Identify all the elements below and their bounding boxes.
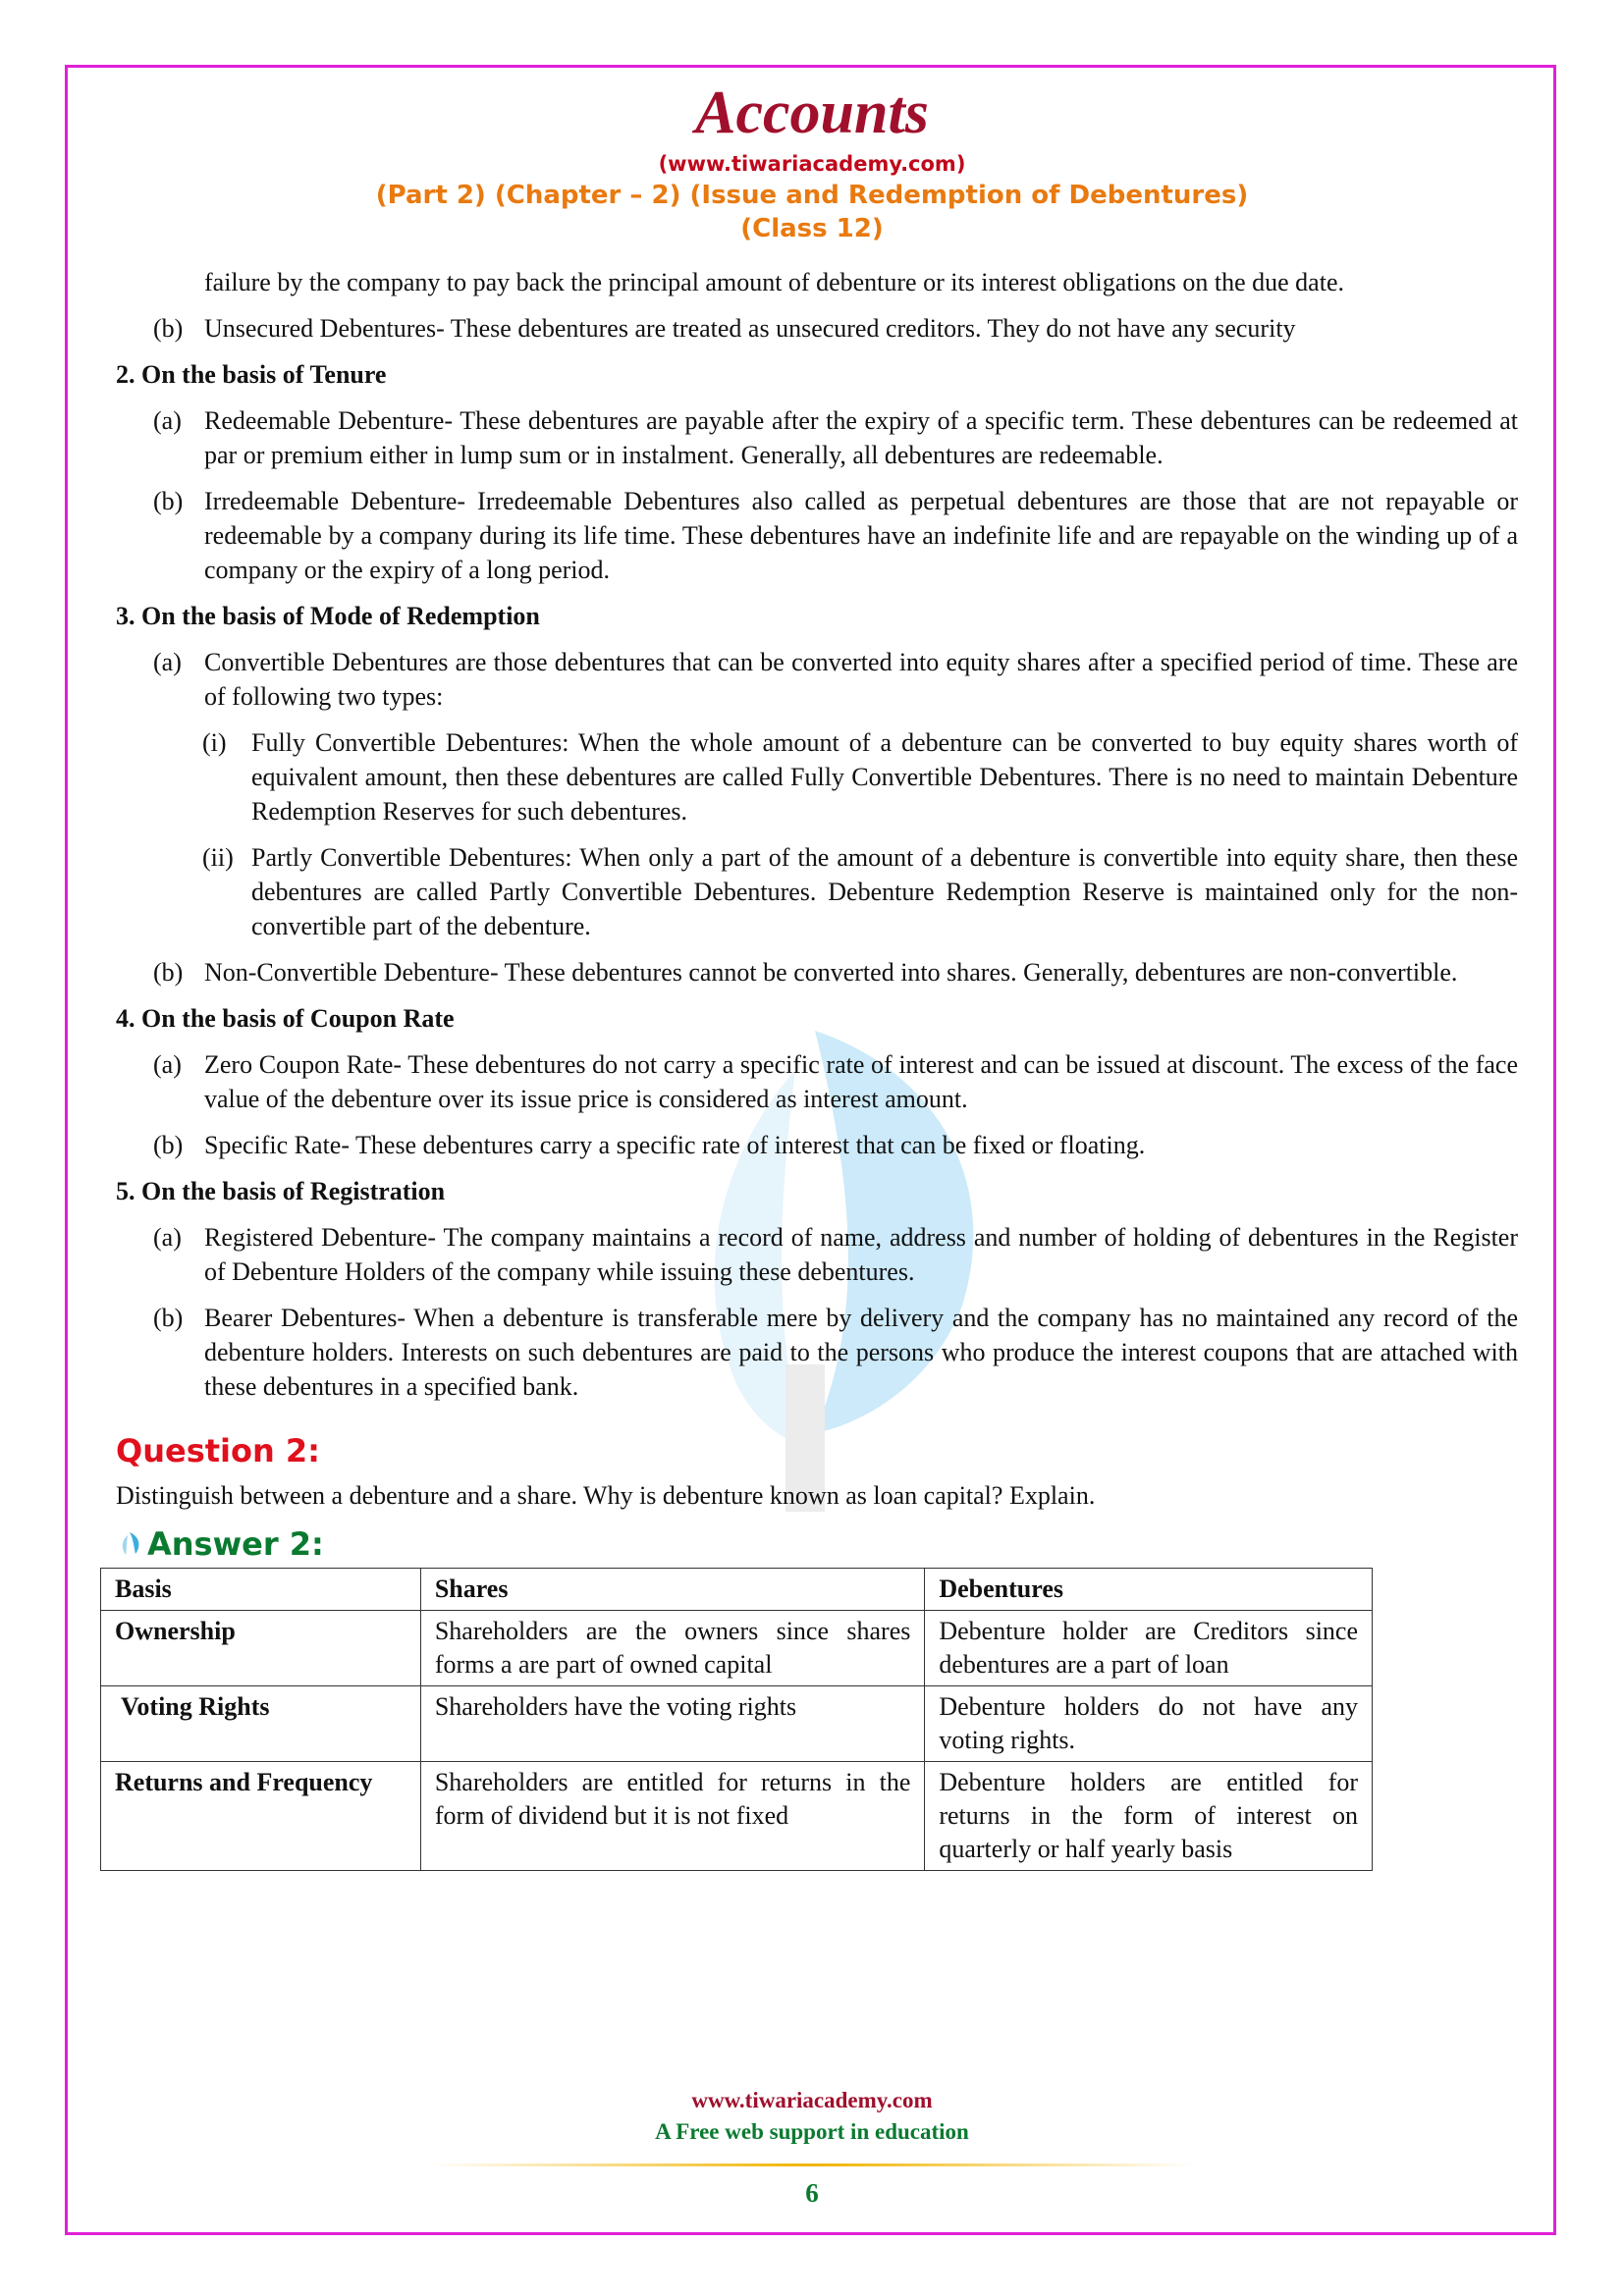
footer-divider [429,2163,1195,2166]
page-header [0,77,1624,245]
item-text: Redeemable Debenture- These debentures are payable after the expiry of a specific term. These debentures can be redeemed at par or premium either in lump sum or in instalment. Generally, all debentures are redeemable. [204,406,1518,469]
item-marker: (a) [153,1223,182,1252]
answer-label: Answer 2: [147,1525,324,1563]
page-number: 6 [805,2178,819,2208]
table-cell: Debenture holder are Creditors since debentures are a part of loan [925,1611,1373,1686]
item-marker: (a) [153,1050,182,1079]
item-marker: (a) [153,406,182,435]
item-text: Partly Convertible Debentures: When only a part of the amount of a debenture is convertible into equity share, then these debentures are called Partly Convertible Debentures. Debenture Redemption Reserve is maintained only for the non-convertible part of the debenture. [251,843,1518,940]
list-item [116,1128,1518,1162]
item-marker: (a) [153,648,182,676]
item-text: Zero Coupon Rate- These debentures do not carry a specific rate of interest and can be issued at discount. The excess of the face value of the debenture over its issue price is considered as interest amount. [204,1050,1518,1113]
section-heading: 4. On the basis of Coupon Rate [116,1004,455,1033]
answer-heading [116,1524,1518,1564]
item-marker: (b) [153,1304,184,1332]
table-row [101,1762,1373,1871]
table-cell: Shareholders are entitled for returns in the form of dividend but it is not fixed [420,1762,925,1871]
page-content [116,265,1518,1871]
item-text: Unsecured Debentures- These debentures are treated as unsecured creditors. They do not have any security [204,314,1296,343]
table-cell: Debenture holders do not have any voting rights. [925,1686,1373,1762]
item-text: Specific Rate- These debentures carry a specific rate of interest that can be fixed or floating. [204,1131,1146,1159]
item-marker: (b) [153,487,184,515]
table-cell: Shareholders have the voting rights [420,1686,925,1762]
sub-list-item [116,840,1518,943]
header-site-link[interactable]: (www.tiwariacademy.com) [658,152,966,176]
list-item [116,1301,1518,1404]
list-item [116,311,1518,346]
page-title: Accounts [695,80,929,146]
class-label: (Class 12) [740,214,884,243]
question-label: Question 2: [116,1432,320,1469]
table-row [101,1611,1373,1686]
table-header: Debentures [925,1569,1373,1611]
list-item [116,645,1518,714]
item-marker: (ii) [202,843,234,872]
question-text: Distinguish between a debenture and a share. Why is debenture known as loan capital? Explain. [116,1481,1096,1510]
item-text: Bearer Debentures- When a debenture is transferable mere by delivery and the company has no maintained any record of the debenture holders. Interests on such debentures are paid to the persons who produce the interest coupons that are attached with these debentures in a specified bank. [204,1304,1518,1401]
item-text: Registered Debenture- The company maintains a record of name, address and number of holding of debentures in the Register of Debenture Holders of the company while issuing these debentures. [204,1223,1518,1286]
item-marker: (b) [153,1131,184,1159]
table-cell: Ownership [101,1611,421,1686]
table-cell: Returns and Frequency [101,1762,421,1871]
item-marker: (i) [202,728,227,757]
table-header: Shares [420,1569,925,1611]
chapter-title: (Part 2) (Chapter – 2) (Issue and Redemption of Debentures) [375,181,1249,210]
section-heading: 5. On the basis of Registration [116,1177,446,1205]
item-text: Fully Convertible Debentures: When the whole amount of a debenture can be converted to buy equity shares worth of equivalent amount, then these debentures are called Fully Convertible Debentures. There is no need to maintain Debenture Redemption Reserves for such debentures. [251,728,1518,826]
page-footer [0,2085,1624,2209]
footer-site-link[interactable]: www.tiwariacademy.com [691,2088,933,2112]
list-item [116,403,1518,472]
item-marker: (b) [153,958,184,987]
table-header-row [101,1569,1373,1611]
list-item [116,484,1518,587]
list-item [116,955,1518,989]
continued-text: failure by the company to pay back the principal amount of debenture or its interest obligations on the due date. [204,268,1344,296]
section-heading: 3. On the basis of Mode of Redemption [116,602,540,630]
table-cell: Shareholders are the owners since shares forms a are part of owned capital [420,1611,925,1686]
table-header: Basis [101,1569,421,1611]
item-text: Non-Convertible Debenture- These debentures cannot be converted into shares. Generally, debentures are non-convertible. [204,958,1458,987]
sub-list-item [116,725,1518,828]
item-text: Irredeemable Debenture- Irredeemable Debentures also called as perpetual debentures are those that are not repayable or redeemable by a company during its life time. These debentures have an indefinite life and are repayable on the winding up of a company or the expiry of a long period. [204,487,1518,584]
table-cell: Voting Rights [101,1686,421,1762]
section-heading: 2. On the basis of Tenure [116,360,387,389]
comparison-table [100,1568,1373,1871]
table-cell: Debenture holders are entitled for returns in the form of interest on quarterly or half yearly basis [925,1762,1373,1871]
footer-tagline: A Free web support in education [655,2119,969,2144]
item-marker: (b) [153,314,184,343]
tiwari-logo-icon [116,1530,143,1558]
item-text: Convertible Debentures are those debentures that can be converted into equity shares after a specified period of time. These are of following two types: [204,648,1518,711]
list-item [116,1220,1518,1289]
table-row [101,1686,1373,1762]
list-item [116,1047,1518,1116]
